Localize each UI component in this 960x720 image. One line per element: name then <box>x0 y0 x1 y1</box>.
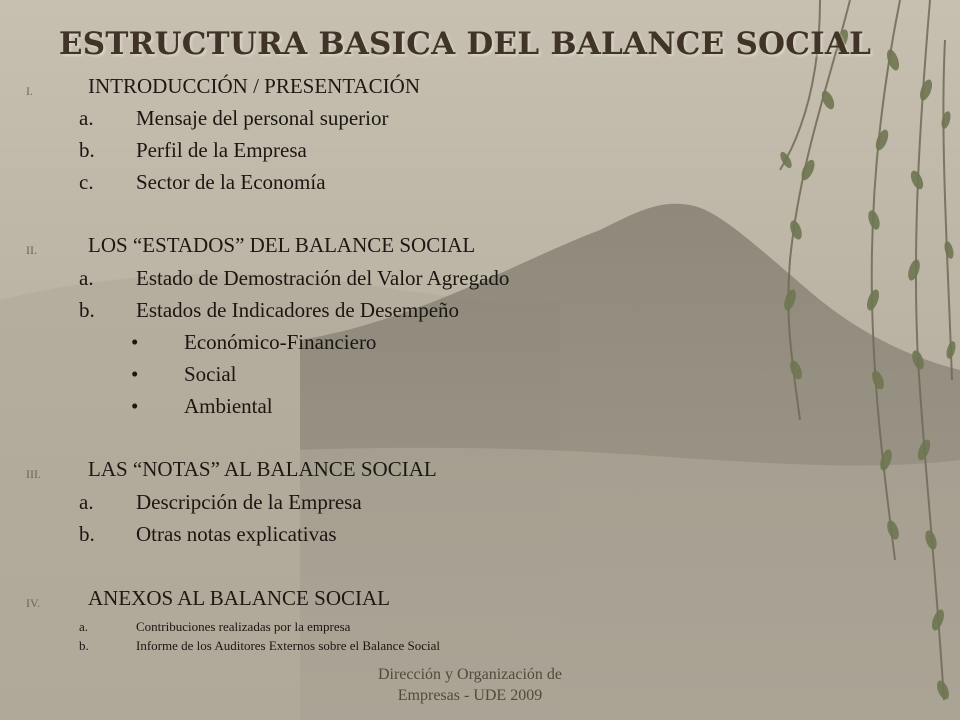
item-label: Contribuciones realizadas por la empresa <box>136 619 351 634</box>
footer-line: Empresas - UDE 2009 <box>397 687 543 704</box>
section-numeral: III. <box>26 467 41 481</box>
footer-line: Dirección y Organización de <box>377 666 563 683</box>
item-marker: a. <box>79 266 94 290</box>
section-heading: LAS “NOTAS” AL BALANCE SOCIAL <box>88 457 437 481</box>
item-marker: b. <box>79 522 95 546</box>
section-heading: INTRODUCCIÓN / PRESENTACIÓN <box>88 74 420 98</box>
item-label: Descripción de la Empresa <box>136 490 362 514</box>
item-label: Mensaje del personal superior <box>136 106 389 130</box>
slide-title: ESTRUCTURA BASICA DEL BALANCE SOCIAL <box>58 26 872 62</box>
bullet-icon: • <box>131 330 139 354</box>
item-marker: a. <box>79 106 94 130</box>
bullet-label: Ambiental <box>184 394 273 418</box>
item-label: Informe de los Auditores Externos sobre el Balance Social <box>136 638 440 653</box>
section-numeral: I. <box>26 84 33 98</box>
section-numeral: IV. <box>26 596 41 610</box>
bullet-label: Social <box>184 362 237 386</box>
item-marker: b. <box>79 638 89 653</box>
item-label: Estados de Indicadores de Desempeño <box>136 298 460 322</box>
section-numeral: II. <box>26 243 37 257</box>
item-label: Otras notas explicativas <box>136 522 337 546</box>
bullet-label: Económico-Financiero <box>184 330 377 354</box>
section-heading: LOS “ESTADOS” DEL BALANCE SOCIAL <box>88 233 476 257</box>
item-marker: a. <box>79 619 89 634</box>
item-label: Sector de la Economía <box>136 170 326 194</box>
item-marker: b. <box>79 138 95 162</box>
bullet-icon: • <box>131 362 139 386</box>
item-marker: a. <box>79 490 94 514</box>
item-marker: b. <box>79 298 95 322</box>
item-marker: c. <box>79 170 94 194</box>
item-label: Perfil de la Empresa <box>136 138 307 162</box>
item-label: Estado de Demostración del Valor Agregado <box>136 266 510 290</box>
section-heading: ANEXOS AL BALANCE SOCIAL <box>88 586 390 610</box>
slide-footer <box>330 664 610 706</box>
bullet-icon: • <box>131 394 139 418</box>
